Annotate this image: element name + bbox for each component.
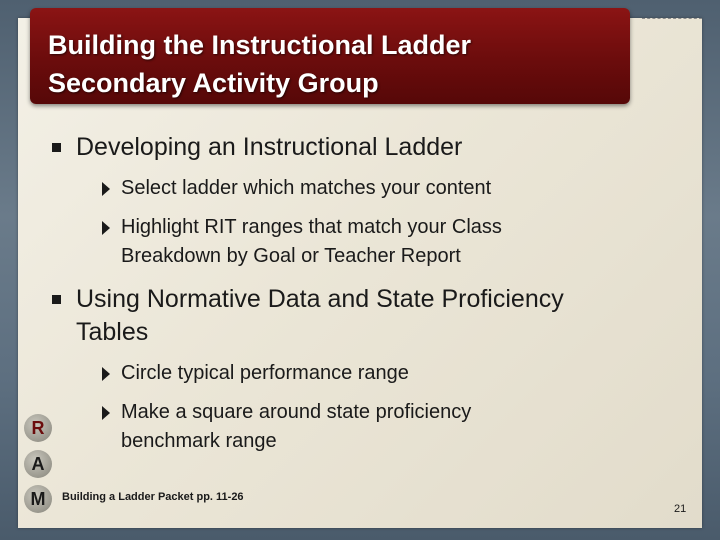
title-line-1: Building the Instructional Ladder	[48, 30, 472, 60]
bullet-line-2: Tables	[76, 318, 149, 346]
subbullet-line-1: Highlight RIT ranges that match your Class	[121, 216, 502, 238]
bullet-text	[76, 283, 636, 349]
title-line-2: Secondary Activity Group	[48, 68, 379, 98]
ram-logo-m: M	[24, 485, 52, 513]
bullet-text: Developing an Instructional Ladder	[76, 133, 463, 161]
arrow-bullet-icon	[102, 182, 110, 196]
page-number: 21	[674, 503, 687, 515]
ram-logo-a: A	[24, 450, 52, 478]
slide-title	[48, 26, 608, 102]
ram-logo-r: R	[24, 414, 52, 442]
corner-decoration	[642, 18, 702, 79]
square-bullet-icon	[52, 143, 61, 152]
subbullet-text	[121, 398, 591, 456]
arrow-bullet-icon	[102, 221, 110, 235]
subbullet-text: Select ladder which matches your content	[121, 177, 492, 199]
subbullet-text: Circle typical performance range	[121, 362, 409, 384]
arrow-bullet-icon	[102, 367, 110, 381]
footer-reference: Building a Ladder Packet pp. 11-26	[62, 491, 244, 503]
subbullet-text	[121, 213, 591, 271]
subbullet-line-2: Breakdown by Goal or Teacher Report	[121, 245, 461, 267]
arrow-bullet-icon	[102, 406, 110, 420]
subbullet-line-2: benchmark range	[121, 430, 277, 452]
subbullet-line-1: Make a square around state proficiency	[121, 401, 472, 423]
bullet-line-1: Using Normative Data and State Proficiency	[76, 285, 564, 313]
square-bullet-icon	[52, 295, 61, 304]
